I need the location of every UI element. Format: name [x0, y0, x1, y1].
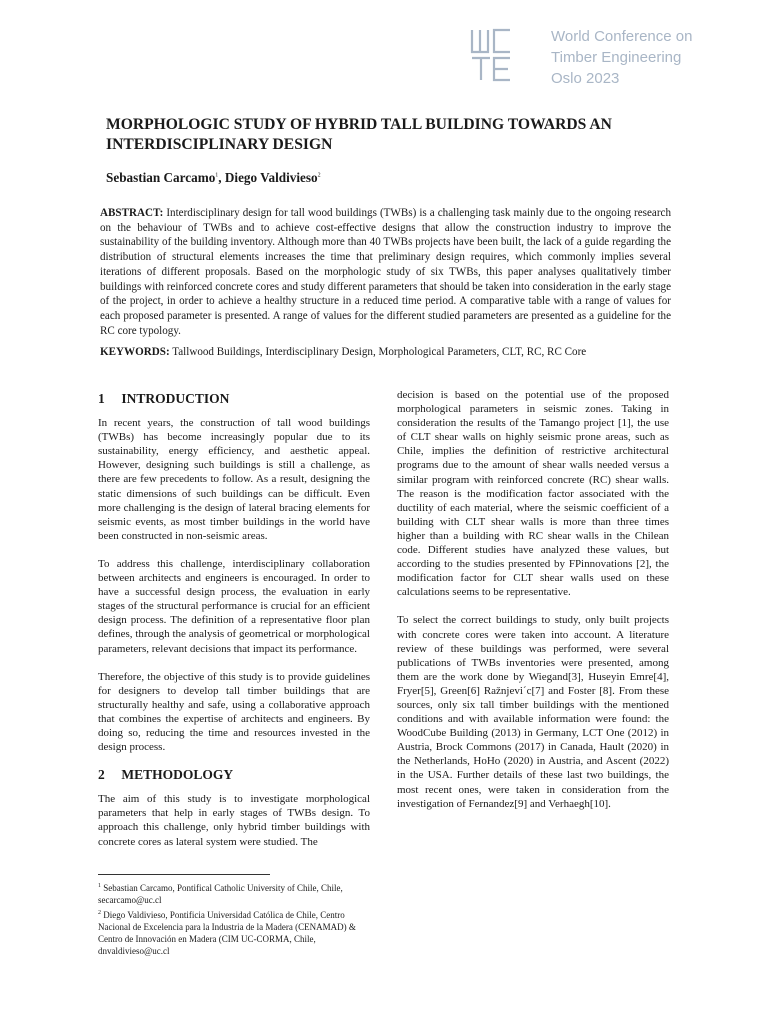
conference-name — [551, 26, 751, 89]
keywords-label: KEYWORDS: — [100, 346, 170, 358]
section-number: 1 — [98, 391, 105, 406]
footnote-text: Sebastian Carcamo, Pontifical Catholic University of Chile, Chile, secarcamo@uc.cl — [98, 883, 343, 906]
footnote — [98, 907, 370, 958]
author-list — [106, 170, 321, 186]
abstract-text: Interdisciplinary design for tall wood buildings (TWBs) is a challenging task mainly due to the ongoing research on the behaviour of TWBs and to achieve cost-effective designs that allow the construction industry to improve the sustainability of the building inventory. Although more than 40 TWBs projects have been built, the lack of a guide regarding the distribution of structural elements increases the time that preliminary design requires, which commonly implies several iterations of different proposals. Based on the morphologic study of six TWBs, this paper analyses qualitatively timber buildings with reinforced concrete cores and study different parameters that should be taken into consideration in the early stage of the project, in order to achieve a healthy structure in a reduced time period. A comparative table with a range of values for each proposed parameter is presented. A range of values for the different studied parameters are presented as a guideline for the RC core typology. — [100, 207, 671, 337]
section-heading-methodology — [98, 768, 370, 782]
right-column — [397, 388, 669, 825]
footnotes — [98, 880, 370, 958]
paragraph: To address this challenge, interdisciplinary collaboration between architects and engineers is encouraged. In order to have a successful design process, the evaluation in early stages of the structural performance is crucial for an efficient design process. The definition of a representative floor plan defines, through the analysis of geometrical or morphological parameters, relevant decisions that impact its performance. — [98, 557, 370, 655]
paragraph: decision is based on the potential use of the proposed morphological parameters in seismic zones. Taking in consideration the results of the Tamango project [1], the use of CLT shear walls on highly seismic prone areas, such as Chile, implies the definition of restrictive architectural programs due to the amount of shear walls needed versus a similar program with reinforced concrete (RC) shear walls. The reason is the modification factor associated with the ductility of each material, where the seismic coefficient of a building with CLT shear walls is more than three times higher than a building with RC shear walls in the Chilean code. Different studies have analyzed these values, but according to the studies presented by FPinnovations [2], the modification factor for CLT shear walls used on these calculations seems to be representative. — [397, 389, 669, 599]
author-mark: 1 — [215, 172, 219, 179]
author-separator: , — [218, 170, 225, 185]
section-title: INTRODUCTION — [121, 391, 230, 406]
section-title: METHODOLOGY — [121, 767, 234, 783]
footnote-text: Diego Valdivieso, Pontificia Universidad Católica de Chile, Centro Nacional de Excelencia para la Industria de la Madera (CENAMAD) & Centro de Innovación en Madera (CIM UC-CORMA, Chile, dnvaldivieso@uc.cl — [98, 909, 356, 957]
abstract — [100, 206, 671, 338]
conference-line: Oslo 2023 — [551, 70, 620, 87]
paragraph: The aim of this study is to investigate morphological parameters that help in early stages of TWBs design. To approach this challenge, only hybrid timber buildings with concrete cores as lateral system were studied. The — [98, 793, 370, 848]
author-name: Sebastian Carcamo — [106, 170, 216, 185]
conference-line: World Conference on — [551, 28, 693, 45]
footnote-mark: 2 — [98, 909, 101, 916]
title-line: MORPHOLOGIC STUDY OF HYBRID TALL BUILDING TOWARDS AN — [106, 116, 612, 133]
conference-line: Timber Engineering — [551, 49, 682, 66]
author-name: Diego Valdivieso — [224, 170, 318, 185]
keywords — [100, 345, 671, 360]
paper-title — [106, 115, 666, 155]
left-column — [98, 392, 370, 863]
title-line: INTERDISCIPLINARY DESIGN — [106, 136, 333, 153]
paragraph: In recent years, the construction of tall wood buildings (TWBs) has become increasingly popular due to its sustainability, energy efficiency, and aesthetic appeal. However, designing such buildings is still a challenge, as there are few precedents to follow. As a result, designing the static dimensions of such buildings can be difficult. Even more challenging is the design of lateral bracing elements for seismic events, as most timber buildings in the world have been constructed in non-seismic areas. — [98, 417, 370, 542]
keywords-text: Tallwood Buildings, Interdisciplinary Design, Morphological Parameters, CLT, RC, RC Core — [169, 346, 587, 358]
paragraph: Therefore, the objective of this study is to provide guidelines for designers to develop tall timber buildings that are structurally healthy and safe, using a collaborative approach that combines the expertise of architects and engineers. By doing so, reducing the time and resources invested in the design process. — [98, 670, 370, 754]
footnote-divider — [98, 874, 270, 875]
wcte-logo-icon — [470, 26, 528, 84]
author-mark: 2 — [317, 172, 321, 179]
paragraph: To select the correct buildings to study, only built projects with concrete cores were taken into account. A literature review of these buildings was performed, were several publications of TWBs inventories were presented, among them are the work done by Wiegand[3], Huseyin Emre[4], Fryer[5], Green[6] Ražnjevi´c[7] and Foster [8]. From these sources, only six tall timber buildings with the mentioned conditions and with available information were found: the WoodCube Building (2013) in Germany, LCT One (2012) in Austria, Brock Commons (2017) in Canada, Hault (2020) in the Netherlands, HoHo (2020) in Austria, and Ascent (2022) in the USA. Further details of these last two buildings, the most recent ones, were taken in consideration from the investigation of Fernandez[9] and Verhaegh[10]. — [397, 614, 669, 810]
section-number: 2 — [98, 767, 105, 783]
footnote — [98, 880, 370, 907]
section-heading-introduction — [98, 392, 370, 406]
footnote-mark: 1 — [98, 883, 101, 889]
abstract-label: ABSTRACT: — [100, 207, 164, 219]
